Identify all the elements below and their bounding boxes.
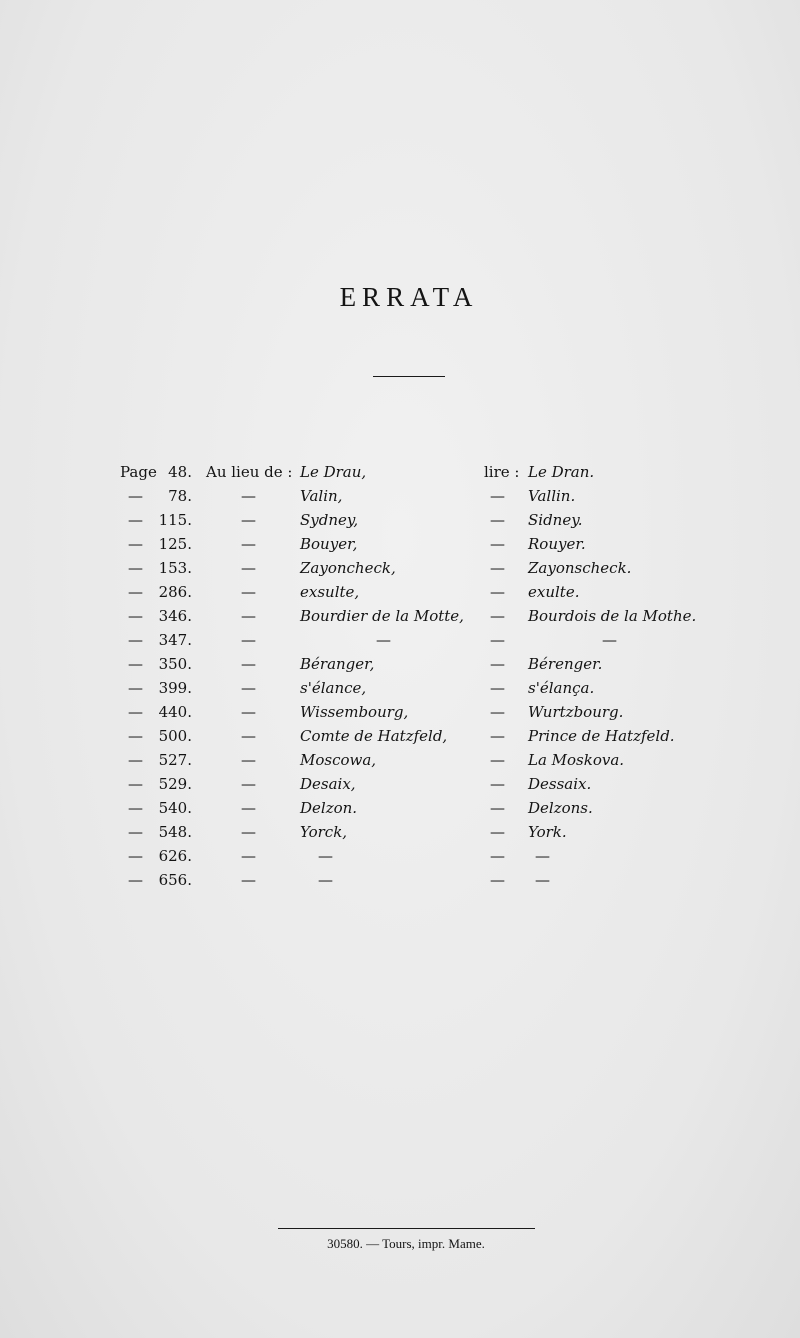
ditto-dash: — <box>241 655 256 673</box>
ditto-dash: — <box>241 679 256 697</box>
ditto-dash: — <box>128 823 143 841</box>
ditto-dash: — <box>128 655 143 673</box>
incorrect-text: Bourdier de la Motte, <box>300 607 464 625</box>
ditto-dash: — <box>490 727 505 745</box>
title-divider <box>373 376 445 377</box>
page-number: 527. <box>158 751 192 769</box>
ditto-dash: — <box>241 727 256 745</box>
ditto-dash: — <box>241 871 256 889</box>
ditto-dash: — <box>241 799 256 817</box>
ditto-dash: — <box>241 847 256 865</box>
ditto-dash: — <box>128 559 143 577</box>
incorrect-text: s'élance, <box>300 679 367 697</box>
corrected-text: Sidney. <box>528 511 583 529</box>
errata-row <box>0 700 800 724</box>
ditto-dash: — <box>490 655 505 673</box>
incorrect-text: Le Drau, <box>300 463 367 481</box>
incorrect-text: Wissembourg, <box>300 703 409 721</box>
ditto-dash: — <box>241 775 256 793</box>
ditto-dash: — <box>241 487 256 505</box>
ditto-dash: — <box>490 799 505 817</box>
incorrect-text: Yorck, <box>300 823 348 841</box>
corrected-text: — <box>535 847 550 865</box>
corrected-text: Rouyer. <box>528 535 586 553</box>
page-number: 500. <box>158 727 192 745</box>
ditto-dash: — <box>241 583 256 601</box>
errata-row <box>0 748 800 772</box>
corrected-text: Le Dran. <box>528 463 595 481</box>
corrected-text: Delzons. <box>528 799 593 817</box>
page-number: 399. <box>158 679 192 697</box>
ditto-dash: — <box>490 487 505 505</box>
corrected-text: Vallin. <box>528 487 576 505</box>
ditto-dash: — <box>128 727 143 745</box>
incorrect-text: — <box>318 871 333 889</box>
ditto-dash: — <box>490 823 505 841</box>
ditto-dash: — <box>128 679 143 697</box>
page-number: 115. <box>158 511 192 529</box>
ditto-dash: — <box>128 847 143 865</box>
errata-row <box>0 676 800 700</box>
ditto-dash: — <box>241 703 256 721</box>
ditto-dash: — <box>490 871 505 889</box>
incorrect-text: Desaix, <box>300 775 356 793</box>
incorrect-text: Zayoncheck, <box>300 559 396 577</box>
corrected-text: — <box>535 871 550 889</box>
ditto-dash: — <box>128 511 143 529</box>
incorrect-text: Béranger, <box>300 655 375 673</box>
corrected-text: York. <box>528 823 567 841</box>
page-number: 347. <box>158 631 192 649</box>
corrected-text: Prince de Hatzfeld. <box>528 727 675 745</box>
page-number: 529. <box>158 775 192 793</box>
ditto-dash: — <box>241 607 256 625</box>
incorrect-text: Valin, <box>300 487 343 505</box>
errata-row <box>0 532 800 556</box>
errata-row <box>0 580 800 604</box>
page-label: Page <box>120 463 157 481</box>
corrected-text: Bourdois de la Mothe. <box>528 607 697 625</box>
page-number: 626. <box>158 847 192 865</box>
errata-row <box>0 652 800 676</box>
corrected-text: Zayonscheck. <box>528 559 632 577</box>
errata-row <box>0 868 800 892</box>
ditto-dash: — <box>490 751 505 769</box>
page-number: 350. <box>158 655 192 673</box>
incorrect-text: Delzon. <box>300 799 358 817</box>
ditto-dash: — <box>490 679 505 697</box>
page-number: 153. <box>158 559 192 577</box>
incorrect-text: Moscowa, <box>300 751 377 769</box>
ditto-dash: — <box>490 511 505 529</box>
ditto-dash: — <box>128 583 143 601</box>
incorrect-text: Bouyer, <box>300 535 358 553</box>
page-number: 540. <box>158 799 192 817</box>
ditto-dash: — <box>241 823 256 841</box>
ditto-dash: — <box>128 487 143 505</box>
ditto-dash: — <box>241 511 256 529</box>
incorrect-text: Comte de Hatzfeld, <box>300 727 448 745</box>
ditto-dash: — <box>128 703 143 721</box>
incorrect-text: — <box>318 847 333 865</box>
ditto-dash: — <box>490 559 505 577</box>
page-number: 440. <box>158 703 192 721</box>
errata-row <box>0 628 800 652</box>
ditto-dash: — <box>128 631 143 649</box>
au-lieu-de-label: Au lieu de : <box>206 463 293 481</box>
corrected-text: La Moskova. <box>528 751 625 769</box>
corrected-text: s'élança. <box>528 679 595 697</box>
corrected-text: Bérenger. <box>528 655 603 673</box>
ditto-dash: — <box>490 775 505 793</box>
ditto-dash: — <box>128 799 143 817</box>
errata-row <box>0 484 800 508</box>
incorrect-text: Sydney, <box>300 511 359 529</box>
ditto-dash: — <box>490 703 505 721</box>
page-number: 656. <box>158 871 192 889</box>
errata-row <box>0 820 800 844</box>
ditto-dash: — <box>128 775 143 793</box>
corrected-text: Dessaix. <box>528 775 592 793</box>
lire-label: lire : <box>484 463 520 481</box>
ditto-dash: — <box>241 751 256 769</box>
page-number: 548. <box>158 823 192 841</box>
ditto-dash: — <box>128 751 143 769</box>
corrected-text: exulte. <box>528 583 580 601</box>
ditto-dash: — <box>241 559 256 577</box>
corrected-text: Wurtzbourg. <box>528 703 624 721</box>
printer-imprint: 30580. — Tours, impr. Mame. <box>327 1236 485 1251</box>
ditto-dash: — <box>241 535 256 553</box>
ditto-dash: — <box>490 583 505 601</box>
ditto-dash: — <box>490 631 505 649</box>
incorrect-text: exsulte, <box>300 583 360 601</box>
errata-row <box>0 772 800 796</box>
errata-row <box>0 556 800 580</box>
ditto-dash: — <box>128 607 143 625</box>
footer-divider <box>278 1228 535 1229</box>
page-title: ERRATA <box>339 282 479 312</box>
errata-row <box>0 604 800 628</box>
ditto-dash: — <box>490 607 505 625</box>
ditto-dash: — <box>490 847 505 865</box>
errata-row <box>0 508 800 532</box>
page-number: 346. <box>158 607 192 625</box>
page-number: 48. <box>168 463 192 481</box>
ditto-dash: — <box>128 535 143 553</box>
errata-row <box>0 844 800 868</box>
page-number: 286. <box>158 583 192 601</box>
errata-row <box>0 724 800 748</box>
page-number: 125. <box>158 535 192 553</box>
ditto-dash: — <box>241 631 256 649</box>
errata-row <box>0 796 800 820</box>
ditto-dash: — <box>128 871 143 889</box>
incorrect-text: — <box>376 631 391 649</box>
ditto-dash: — <box>490 535 505 553</box>
corrected-text: — <box>602 631 617 649</box>
page-number: 78. <box>168 487 192 505</box>
errata-row <box>0 460 800 484</box>
